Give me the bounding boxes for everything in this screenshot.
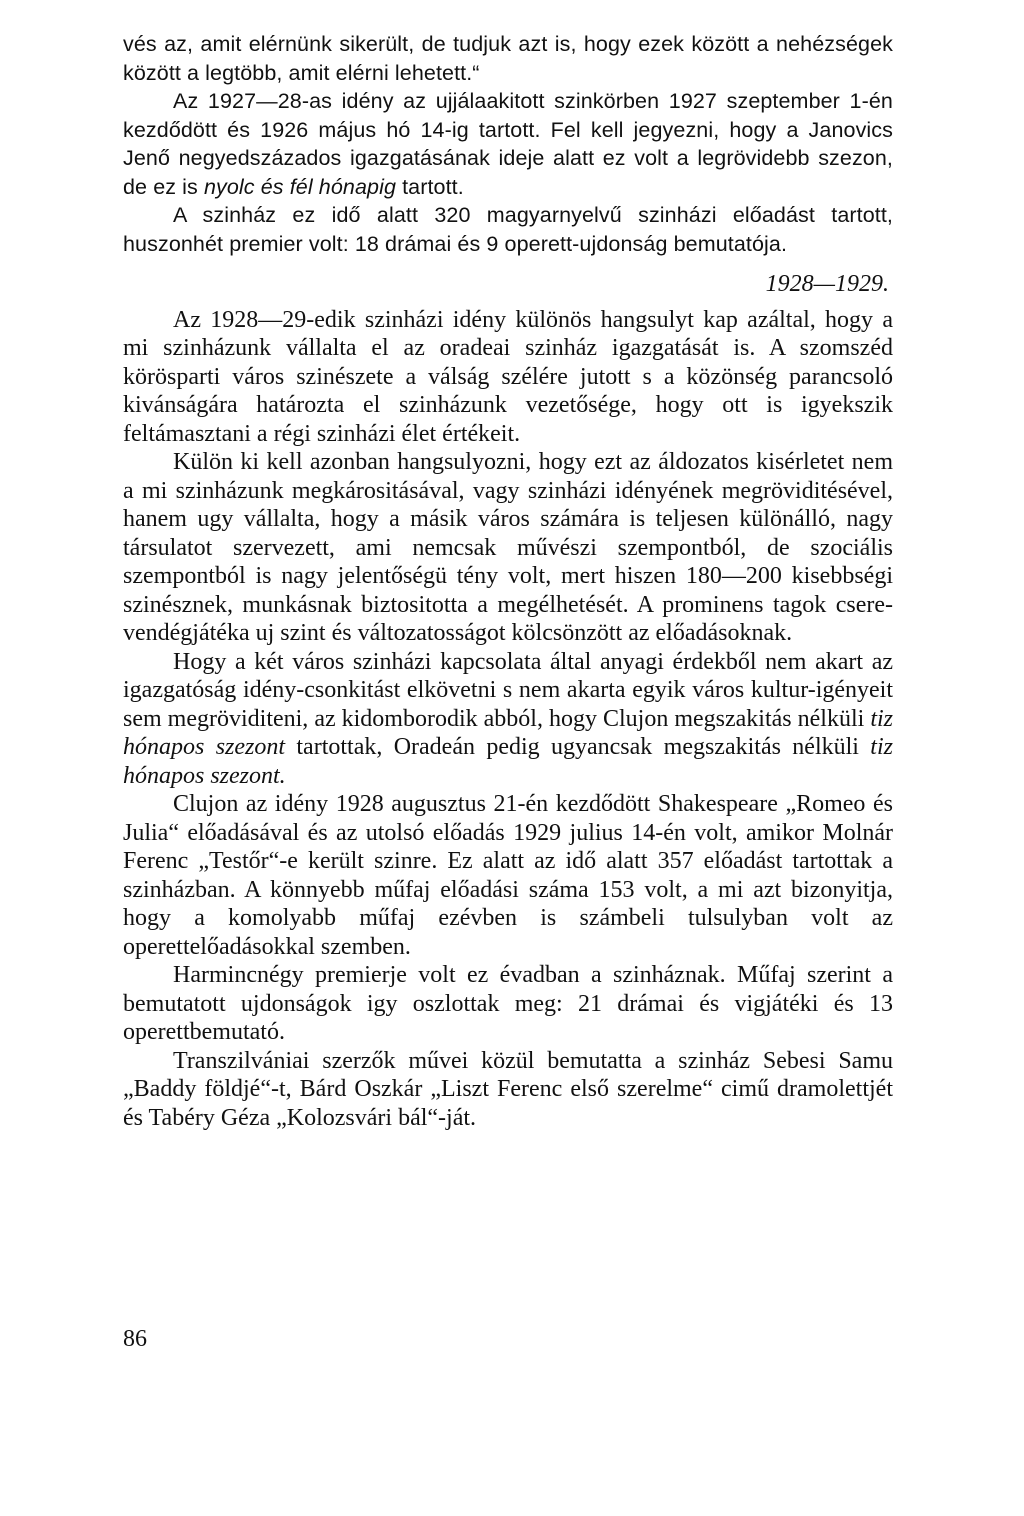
body-paragraph-4: Clujon az idény 1928 augusztus 21-én kezdődött Shakespeare „Romeo és Julia“ előadásával és az utolsó előadás 1929 julius 14-én volt, amikor Molnár Ferenc „Testőr“-e került szinre. Ez alatt az idő alatt 357 előadást tartottak a szinházban. A könnyebb műfaj előadási száma 153 volt, a mi azt bizonyitja, hogy a komolyabb műfaj ezévben is számbeli tulsulyban volt az operettelőadásokkal szemben. xyxy=(123,791,893,960)
intro-paragraph-1: vés az, amit elérnünk sikerült, de tudjuk azt is, hogy ezek között a nehézségek között a legtöbb, amit elérni lehetett.“ xyxy=(123,32,893,85)
page-text xyxy=(123,30,893,1132)
intro-paragraph-2-emphasis: nyolc és fél hónapig xyxy=(203,174,397,199)
body-paragraph-3-text-b: tartottak, Oradeán pedig ugyancsak megszakitás nélküli xyxy=(285,734,871,760)
body-paragraph-6: Transzilvániai szerzők művei közül bemutatta a szinház Sebesi Samu „Baddy földjé“-t, Bárd Oszkár „Liszt Ferenc első szerelme“ cimű dramolettjét és Tabéry Géza „Kolozsvári bál“-ját. xyxy=(123,1047,893,1131)
intro-paragraph-2-text-b: tartott. xyxy=(396,174,464,199)
page-number: 86 xyxy=(123,1326,147,1352)
body-paragraph-1: Az 1928—29-edik szinházi idény különös hangsulyt kap azáltal, hogy a mi szinházunk vállalta el az oradeai szinház igazgatását is. A szomszéd körösparti város szinészete a válság szélére jutott s a közönség parancsoló kivánságára határozta el szinházunk vezetősége, hogy ott is igyekszik feltámasztani a régi szinházi élet értékeit. xyxy=(123,306,893,447)
section-heading-year: 1928—1929. xyxy=(765,271,889,297)
body-paragraph-3-emphasis-1: tiz hónapos szezont xyxy=(123,705,893,760)
body-paragraph-5: Harmincnégy premierje volt ez évadban a szinháznak. Műfaj szerint a bemutatott ujdonságok igy oszlottak meg: 21 drámai és vigjátéki és 13 operettbemutató. xyxy=(123,962,893,1045)
intro-paragraph-3: A szinház ez idő alatt 320 magyarnyelvű szinházi előadást tartott, huszonhét premier volt: 18 drámai és 9 operett-ujdonság bemutatója. xyxy=(123,203,893,256)
intro-paragraph-2 xyxy=(123,87,893,201)
body-paragraph-3 xyxy=(123,648,893,791)
body-section xyxy=(123,306,893,1133)
body-paragraph-3-text-a: Hogy a két város szinházi kapcsolata által anyagi érdekből nem akart az igazgatóság idény-csonkitást elkövetni s nem akarta egyik város kultur-igényeit sem megröviditeni, az kidomborodik abból, hogy Clujon megszakitás nélküli xyxy=(123,648,893,732)
intro-paragraph-2-text-a: Az 1927—28-as idény az ujjálaakitott szinkörben 1927 szeptember 1-én kezdődött és 1926 május hó 14-ig tartott. Fel kell jegyezni, hogy a Janovics Jenő negyedszázados igazgatásának ideje alatt ez volt a legrövidebb szezon, de ez is xyxy=(123,89,893,199)
intro-section xyxy=(123,30,893,258)
body-paragraph-3-emphasis-2: tiz hónapos szezont. xyxy=(123,734,893,789)
body-paragraph-2: Külön ki kell azonban hangsulyozni, hogy ezt az áldozatos kisérletet nem a mi szinházunk megkárositásával, vagy szinházi idényének megröviditésével, hanem ugy vállalta, hogy a másik város számára is teljesen különálló, nagy társulatot szervezett, ami nemcsak művészi szempontból, de szociális szempontból is nagy jelentőségü tény volt, mert hiszen 180—200 kisebbségi szinésznek, munkásnak biztositotta a megélhetését. A prominens tagok csere-vendégjátéka uj szint és változatosságot kölcsönzött az előadásoknak. xyxy=(123,449,893,646)
